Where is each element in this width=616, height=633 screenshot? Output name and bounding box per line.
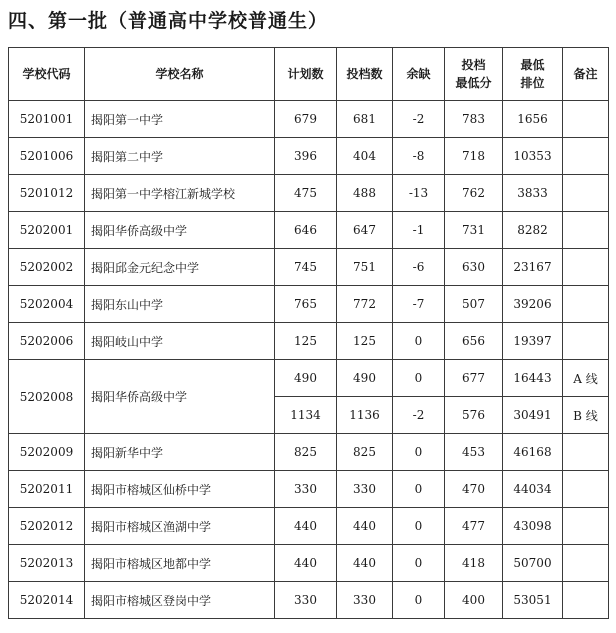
admission-table [8,47,609,619]
header-min-score [445,48,503,101]
cell-gap: 0 [393,323,445,360]
header-filed: 投档数 [337,48,393,101]
cell-plan: 1134 [275,397,337,434]
cell-score: 477 [445,508,503,545]
table-row [9,212,609,249]
cell-plan: 330 [275,582,337,619]
cell-score: 656 [445,323,503,360]
table-row [9,434,609,471]
cell-plan: 646 [275,212,337,249]
header-plan: 计划数 [275,48,337,101]
cell-plan: 475 [275,175,337,212]
cell-rank: 19397 [503,323,563,360]
cell-gap: 0 [393,360,445,397]
cell-note [563,138,609,175]
cell-rank: 8282 [503,212,563,249]
cell-filed: 647 [337,212,393,249]
cell-plan: 440 [275,545,337,582]
cell-code: 5201012 [9,175,85,212]
cell-gap: -7 [393,286,445,323]
cell-code: 5202013 [9,545,85,582]
table-row [9,360,609,397]
cell-name: 揭阳第二中学 [85,138,275,175]
cell-note [563,434,609,471]
cell-filed: 488 [337,175,393,212]
cell-rank: 30491 [503,397,563,434]
cell-name: 揭阳市榕城区登岗中学 [85,582,275,619]
cell-rank: 1656 [503,101,563,138]
cell-filed: 772 [337,286,393,323]
cell-code: 5202006 [9,323,85,360]
cell-name: 揭阳市榕城区地都中学 [85,545,275,582]
cell-score: 576 [445,397,503,434]
cell-plan: 396 [275,138,337,175]
cell-gap: 0 [393,545,445,582]
table-row [9,582,609,619]
cell-gap: 0 [393,471,445,508]
cell-code: 5202011 [9,471,85,508]
cell-gap: -2 [393,101,445,138]
cell-rank: 39206 [503,286,563,323]
cell-name: 揭阳市榕城区仙桥中学 [85,471,275,508]
cell-filed: 330 [337,582,393,619]
table-row [9,249,609,286]
header-min-rank [503,48,563,101]
cell-score: 762 [445,175,503,212]
cell-code: 5202014 [9,582,85,619]
cell-score: 630 [445,249,503,286]
header-min-score-line1: 投档 [461,58,486,72]
cell-name: 揭阳邱金元纪念中学 [85,249,275,286]
cell-name: 揭阳岐山中学 [85,323,275,360]
cell-name: 揭阳东山中学 [85,286,275,323]
cell-gap: -13 [393,175,445,212]
cell-filed: 490 [337,360,393,397]
header-min-rank-line1: 最低 [520,58,545,72]
cell-gap: -6 [393,249,445,286]
table-row [9,101,609,138]
cell-rank: 10353 [503,138,563,175]
header-row [9,48,609,101]
cell-rank: 50700 [503,545,563,582]
cell-score: 731 [445,212,503,249]
cell-plan: 125 [275,323,337,360]
cell-score: 470 [445,471,503,508]
page-title: 四、第一批（普通高中学校普通生） [8,10,329,32]
cell-rank: 46168 [503,434,563,471]
cell-code: 5201006 [9,138,85,175]
cell-note [563,545,609,582]
header-code: 学校代码 [9,48,85,101]
cell-code: 5202008 [9,360,85,434]
cell-rank: 44034 [503,471,563,508]
cell-note [563,101,609,138]
cell-name: 揭阳市榕城区渔湖中学 [85,508,275,545]
header-name: 学校名称 [85,48,275,101]
cell-rank: 43098 [503,508,563,545]
cell-filed: 825 [337,434,393,471]
cell-note [563,175,609,212]
table-row [9,545,609,582]
cell-note [563,323,609,360]
table-row [9,508,609,545]
table-body [9,48,609,619]
table-row [9,323,609,360]
cell-note: A 线 [563,360,609,397]
cell-score: 783 [445,101,503,138]
cell-score: 677 [445,360,503,397]
cell-plan: 825 [275,434,337,471]
table-row [9,286,609,323]
cell-gap: 0 [393,582,445,619]
cell-filed: 681 [337,101,393,138]
cell-note [563,508,609,545]
cell-note [563,212,609,249]
cell-plan: 765 [275,286,337,323]
table-row [9,138,609,175]
cell-name: 揭阳第一中学 [85,101,275,138]
cell-filed: 125 [337,323,393,360]
cell-score: 400 [445,582,503,619]
cell-filed: 1136 [337,397,393,434]
cell-name: 揭阳第一中学榕江新城学校 [85,175,275,212]
cell-gap: 0 [393,508,445,545]
cell-score: 718 [445,138,503,175]
cell-rank: 53051 [503,582,563,619]
cell-plan: 330 [275,471,337,508]
header-note: 备注 [563,48,609,101]
cell-code: 5201001 [9,101,85,138]
cell-filed: 751 [337,249,393,286]
cell-name: 揭阳新华中学 [85,434,275,471]
cell-code: 5202004 [9,286,85,323]
cell-score: 507 [445,286,503,323]
cell-rank: 3833 [503,175,563,212]
cell-rank: 23167 [503,249,563,286]
table-row [9,175,609,212]
cell-note [563,286,609,323]
cell-plan: 745 [275,249,337,286]
cell-plan: 679 [275,101,337,138]
cell-rank: 16443 [503,360,563,397]
cell-filed: 440 [337,508,393,545]
table-row [9,471,609,508]
cell-note [563,582,609,619]
cell-filed: 440 [337,545,393,582]
header-gap: 余缺 [393,48,445,101]
cell-plan: 490 [275,360,337,397]
cell-code: 5202001 [9,212,85,249]
cell-gap: -1 [393,212,445,249]
cell-name: 揭阳华侨高级中学 [85,360,275,434]
cell-note [563,471,609,508]
cell-gap: 0 [393,434,445,471]
header-min-score-line2: 最低分 [455,76,492,90]
cell-name: 揭阳华侨高级中学 [85,212,275,249]
cell-note [563,249,609,286]
cell-code: 5202012 [9,508,85,545]
cell-code: 5202009 [9,434,85,471]
header-min-rank-line2: 排位 [520,76,545,90]
cell-gap: -2 [393,397,445,434]
cell-score: 418 [445,545,503,582]
cell-code: 5202002 [9,249,85,286]
cell-filed: 404 [337,138,393,175]
cell-filed: 330 [337,471,393,508]
cell-plan: 440 [275,508,337,545]
cell-gap: -8 [393,138,445,175]
cell-note: B 线 [563,397,609,434]
cell-score: 453 [445,434,503,471]
